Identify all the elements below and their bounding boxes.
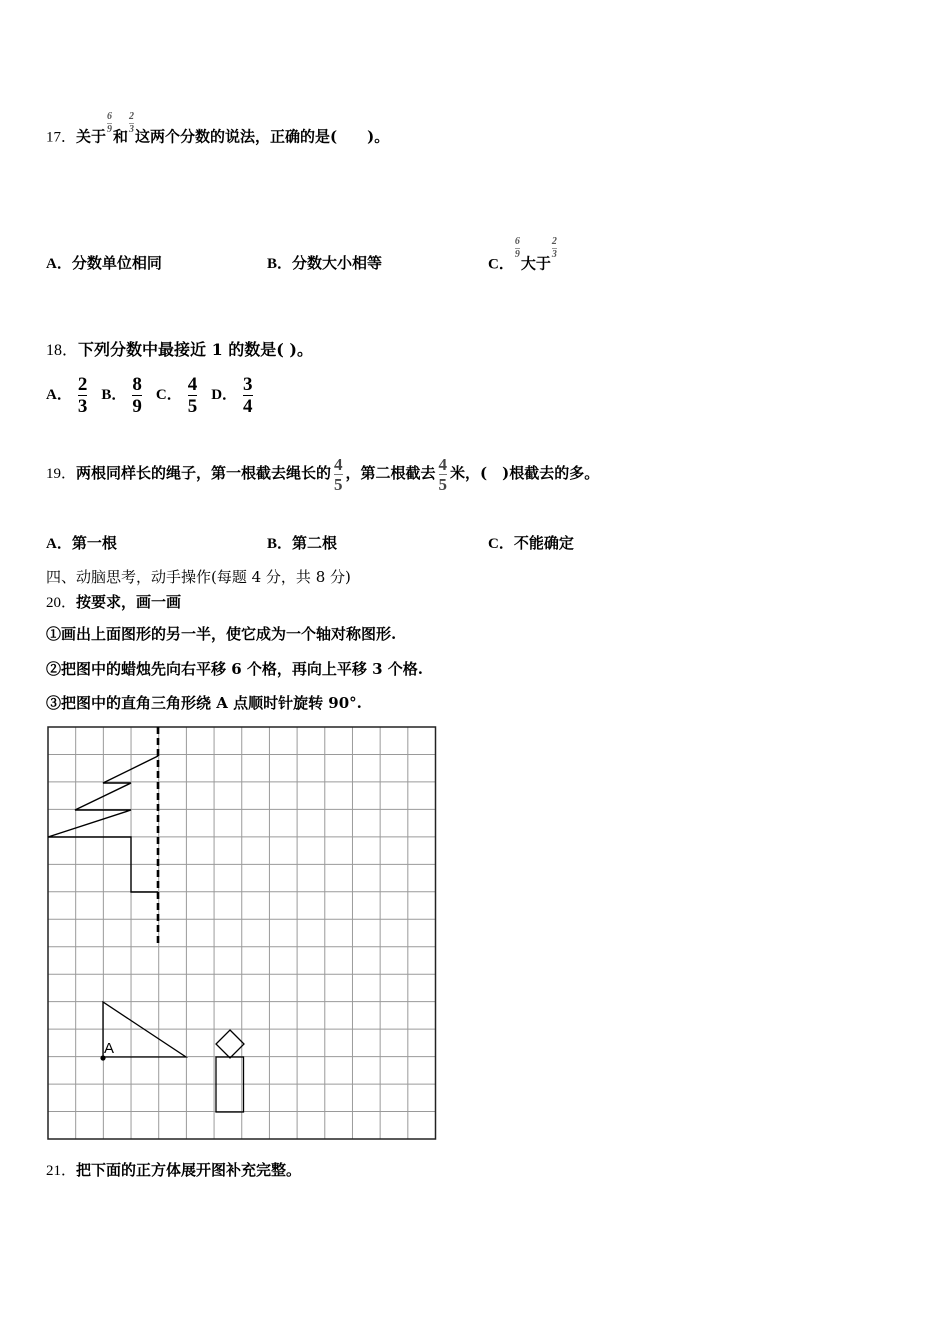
q17-option-c-fraction-2: $\frac{2}{3}$ (551, 236, 557, 260)
q19-option-a[interactable]: A．第一根 (46, 534, 117, 552)
q20-item-2: ②把图中的蜡烛先向右平移 6 个格，再向上平移 3 个格. (46, 660, 423, 678)
q18-option-d[interactable]: D． $\frac{3}{4}$ (211, 373, 253, 417)
q17-stem (46, 111, 390, 149)
q19-fraction-2: $\frac{4}{5}$ (438, 454, 448, 494)
q19-text-1: 两根同样长的绳子，第一根截去绳长的 (76, 464, 332, 482)
point-a-label: A (104, 1040, 115, 1057)
q18-option-a[interactable]: A． $\frac{2}{3}$ (46, 373, 88, 417)
q19-option-c[interactable]: C．不能确定 (488, 534, 574, 552)
q18-option-b[interactable]: B． $\frac{8}{9}$ (101, 373, 142, 417)
q18-number: 18． (46, 342, 79, 359)
q17-option-c-fraction-1: $\frac{6}{9}$ (514, 236, 520, 260)
q18-options (46, 372, 253, 416)
q21-text: 把下面的正方体展开图补充完整。 (76, 1161, 302, 1179)
q18-stem (46, 340, 313, 361)
q17-option-b[interactable]: B．分数大小相等 (267, 254, 383, 272)
q17-text-post: 这两个分数的说法，正确的是( )。 (135, 127, 390, 146)
q19-text-3: 米，( )根截去的多。 (450, 464, 600, 482)
q19-text-2: ，第二根截去 (345, 464, 436, 482)
q20-stem (46, 592, 181, 613)
q19-fraction-1: $\frac{4}{5}$ (334, 454, 343, 494)
q20-item-3: ③把图中的直角三角形绕 A 点顺时针旋转 90°. (46, 694, 362, 712)
q20-title: 按要求，画一画 (76, 593, 182, 611)
q17-fraction-2: $\frac{2}{3}$ (129, 111, 135, 135)
q17-text-mid: 和 (113, 127, 129, 146)
grid-lines (48, 727, 436, 1139)
q21-stem (46, 1160, 301, 1181)
q19-stem (46, 450, 599, 496)
q20-number: 20． (46, 595, 77, 611)
q20-grid-figure[interactable] (46, 725, 438, 1143)
q17-text-pre: 关于 (76, 127, 107, 146)
q19-number: 19． (46, 466, 77, 482)
q19-option-b[interactable]: B．第二根 (267, 534, 338, 552)
q17-fraction-1: $\frac{6}{9}$ (107, 111, 113, 135)
q20-item-1: ①画出上面图形的另一半，使它成为一个轴对称图形. (46, 625, 397, 643)
q17-number: 17． (46, 129, 77, 146)
q18-text: 下列分数中最接近 1 的数是( )。 (78, 340, 314, 359)
candle-flame (216, 1030, 244, 1058)
q17-option-a[interactable]: A．分数单位相同 (46, 254, 162, 272)
q18-option-c[interactable]: C． $\frac{4}{5}$ (155, 373, 198, 417)
section-4-heading: 四、动脑思考，动手操作(每题 4 分，共 8 分) (46, 568, 351, 586)
q17-option-c[interactable]: C． $\frac{6}{9}$ 大于 $\frac{2}{3}$ (488, 236, 557, 273)
q21-number: 21． (46, 1163, 77, 1179)
